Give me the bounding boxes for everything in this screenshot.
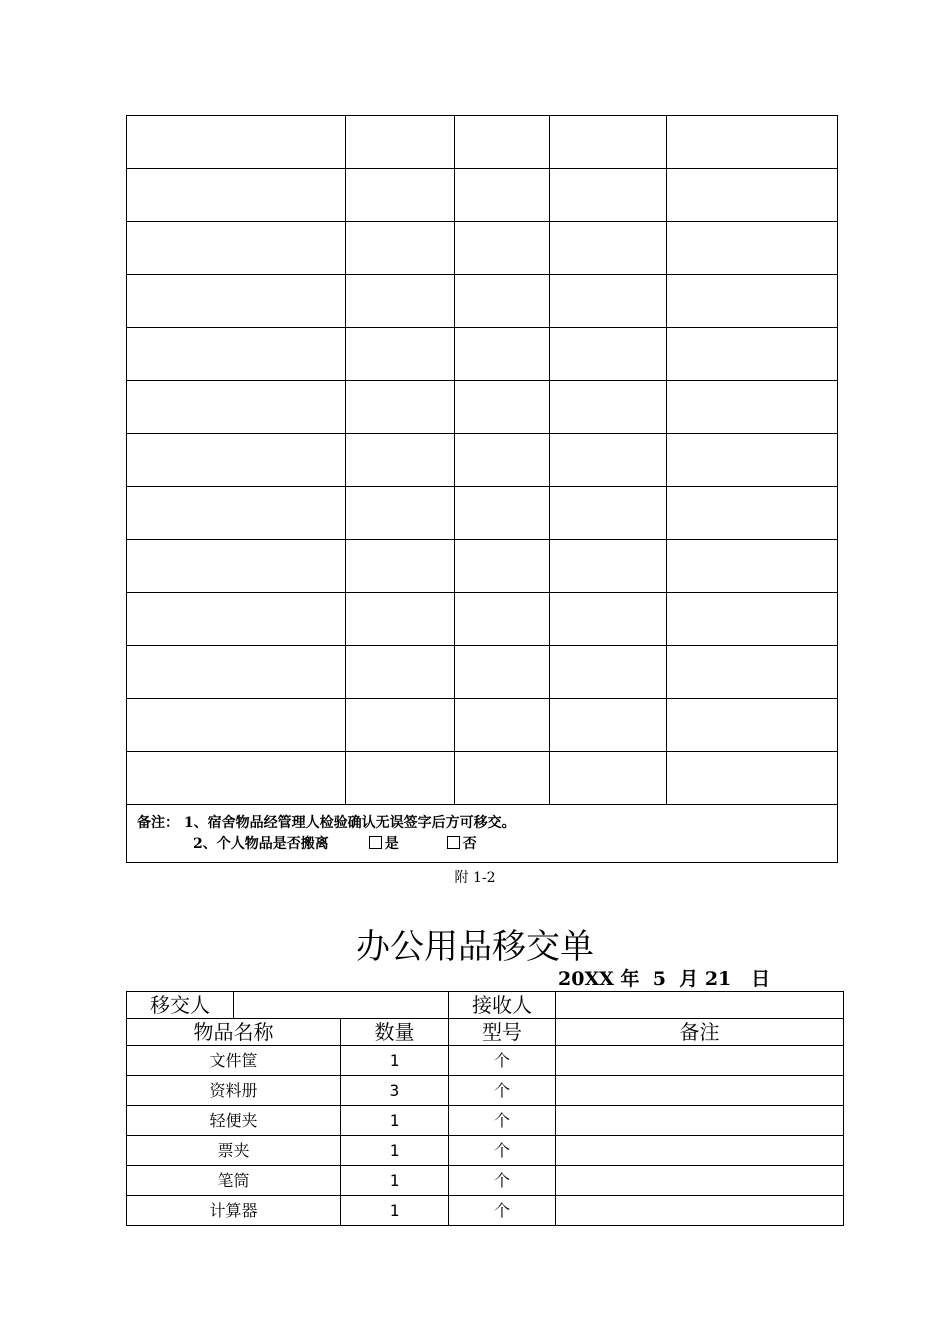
table-cell[interactable] (127, 487, 346, 540)
table-row (127, 1076, 844, 1106)
item-name-header: 物品名称 (127, 1019, 341, 1046)
table-row (127, 1196, 844, 1226)
item-model: 个 (449, 1106, 556, 1136)
item-remark[interactable] (556, 1136, 844, 1166)
table-cell[interactable] (346, 169, 455, 222)
item-model: 个 (449, 1046, 556, 1076)
table-cell[interactable] (455, 540, 550, 593)
item-quantity: 1 (341, 1136, 449, 1166)
table-cell[interactable] (455, 381, 550, 434)
table-row (127, 1166, 844, 1196)
table-cell[interactable] (346, 116, 455, 169)
item-remark[interactable] (556, 1106, 844, 1136)
table-row (127, 275, 838, 328)
table-cell[interactable] (667, 116, 838, 169)
table-cell[interactable] (127, 328, 346, 381)
table-cell[interactable] (127, 222, 346, 275)
table-cell[interactable] (550, 646, 667, 699)
table-row (127, 222, 838, 275)
table-cell[interactable] (127, 381, 346, 434)
table-cell[interactable] (667, 222, 838, 275)
item-name: 资料册 (127, 1076, 341, 1106)
item-quantity: 3 (341, 1076, 449, 1106)
item-model: 个 (449, 1166, 556, 1196)
table-cell[interactable] (667, 275, 838, 328)
table-cell[interactable] (127, 169, 346, 222)
table-cell[interactable] (550, 381, 667, 434)
table-row (127, 699, 838, 752)
table-cell[interactable] (667, 752, 838, 805)
table-cell[interactable] (550, 593, 667, 646)
table-cell[interactable] (127, 593, 346, 646)
table-cell[interactable] (550, 169, 667, 222)
table-cell[interactable] (346, 646, 455, 699)
table-cell[interactable] (550, 275, 667, 328)
table-cell[interactable] (667, 169, 838, 222)
table-cell[interactable] (346, 699, 455, 752)
table-cell[interactable] (346, 752, 455, 805)
table-cell[interactable] (346, 593, 455, 646)
remarks-header: 备注 (556, 1019, 844, 1046)
table-cell[interactable] (346, 275, 455, 328)
table-cell[interactable] (346, 434, 455, 487)
table-cell[interactable] (550, 487, 667, 540)
table-cell[interactable] (346, 540, 455, 593)
table-cell[interactable] (127, 540, 346, 593)
table-cell[interactable] (455, 328, 550, 381)
item-quantity: 1 (341, 1106, 449, 1136)
table-cell[interactable] (346, 381, 455, 434)
giver-field[interactable] (234, 992, 449, 1019)
table-row (127, 381, 838, 434)
table-row (127, 593, 838, 646)
table-cell[interactable] (667, 328, 838, 381)
table-cell[interactable] (455, 752, 550, 805)
table-cell[interactable] (550, 540, 667, 593)
form-title: 办公用品移交单 (356, 927, 594, 967)
table-cell[interactable] (550, 699, 667, 752)
note-line-2-text: 2、个人物品是否搬离 (193, 835, 329, 852)
item-name: 票夹 (127, 1136, 341, 1166)
item-quantity: 1 (341, 1046, 449, 1076)
table-cell[interactable] (127, 116, 346, 169)
table-cell[interactable] (550, 116, 667, 169)
item-quantity: 1 (341, 1196, 449, 1226)
table-cell[interactable] (455, 275, 550, 328)
table-cell[interactable] (455, 434, 550, 487)
quantity-header: 数量 (341, 1019, 449, 1046)
no-label: 否 (462, 835, 477, 852)
table-cell[interactable] (667, 593, 838, 646)
dormitory-items-table (126, 115, 838, 863)
table-cell[interactable] (455, 646, 550, 699)
table-cell[interactable] (455, 222, 550, 275)
table-cell[interactable] (455, 699, 550, 752)
transfer-table (126, 991, 844, 1226)
table-cell[interactable] (667, 381, 838, 434)
item-remark[interactable] (556, 1046, 844, 1076)
note-line-2 (137, 834, 827, 855)
no-checkbox[interactable] (447, 836, 460, 849)
item-name: 文件筐 (127, 1046, 341, 1076)
table-cell[interactable] (667, 699, 838, 752)
giver-label: 移交人 (127, 992, 234, 1019)
item-remark[interactable] (556, 1166, 844, 1196)
item-model: 个 (449, 1076, 556, 1106)
table-cell[interactable] (550, 222, 667, 275)
table-cell[interactable] (667, 540, 838, 593)
table-cell[interactable] (455, 593, 550, 646)
table-row (127, 1106, 844, 1136)
item-remark[interactable] (556, 1076, 844, 1106)
transfer-parties-row (127, 992, 844, 1019)
table-row (127, 1136, 844, 1166)
receiver-label: 接收人 (449, 992, 556, 1019)
table-row (127, 752, 838, 805)
notes-cell (127, 805, 838, 863)
table-cell[interactable] (127, 434, 346, 487)
table-cell[interactable] (127, 646, 346, 699)
table-cell[interactable] (550, 328, 667, 381)
table-cell[interactable] (667, 487, 838, 540)
table-cell[interactable] (127, 275, 346, 328)
receiver-field[interactable] (556, 992, 844, 1019)
notes-row (127, 805, 838, 863)
table-cell[interactable] (667, 434, 838, 487)
table-cell[interactable] (667, 646, 838, 699)
table-row (127, 540, 838, 593)
table-cell[interactable] (127, 699, 346, 752)
form-date: 20XX 年 5 月 21 日 (558, 968, 771, 990)
item-name: 笔筒 (127, 1166, 341, 1196)
table-cell[interactable] (550, 434, 667, 487)
table-row (127, 328, 838, 381)
table-row (127, 646, 838, 699)
item-name: 轻便夹 (127, 1106, 341, 1136)
model-header: 型号 (449, 1019, 556, 1046)
header-row (127, 1019, 844, 1046)
table-row (127, 487, 838, 540)
item-model: 个 (449, 1196, 556, 1226)
table-cell[interactable] (455, 169, 550, 222)
table-cell[interactable] (346, 487, 455, 540)
appendix-label: 附 1-2 (454, 870, 496, 886)
table-cell[interactable] (550, 752, 667, 805)
item-model: 个 (449, 1136, 556, 1166)
yes-label: 是 (384, 835, 399, 852)
table-row (127, 169, 838, 222)
yes-checkbox[interactable] (369, 836, 382, 849)
table-row (127, 1046, 844, 1076)
table-cell[interactable] (455, 487, 550, 540)
item-remark[interactable] (556, 1196, 844, 1226)
table-row (127, 434, 838, 487)
table-cell[interactable] (346, 328, 455, 381)
table-cell[interactable] (455, 116, 550, 169)
item-name: 计算器 (127, 1196, 341, 1226)
table-cell[interactable] (127, 752, 346, 805)
note-line-1: 备注： 1、宿舍物品经管理人检验确认无误签字后方可移交。 (137, 814, 516, 831)
table-row (127, 116, 838, 169)
table-cell[interactable] (346, 222, 455, 275)
item-quantity: 1 (341, 1166, 449, 1196)
